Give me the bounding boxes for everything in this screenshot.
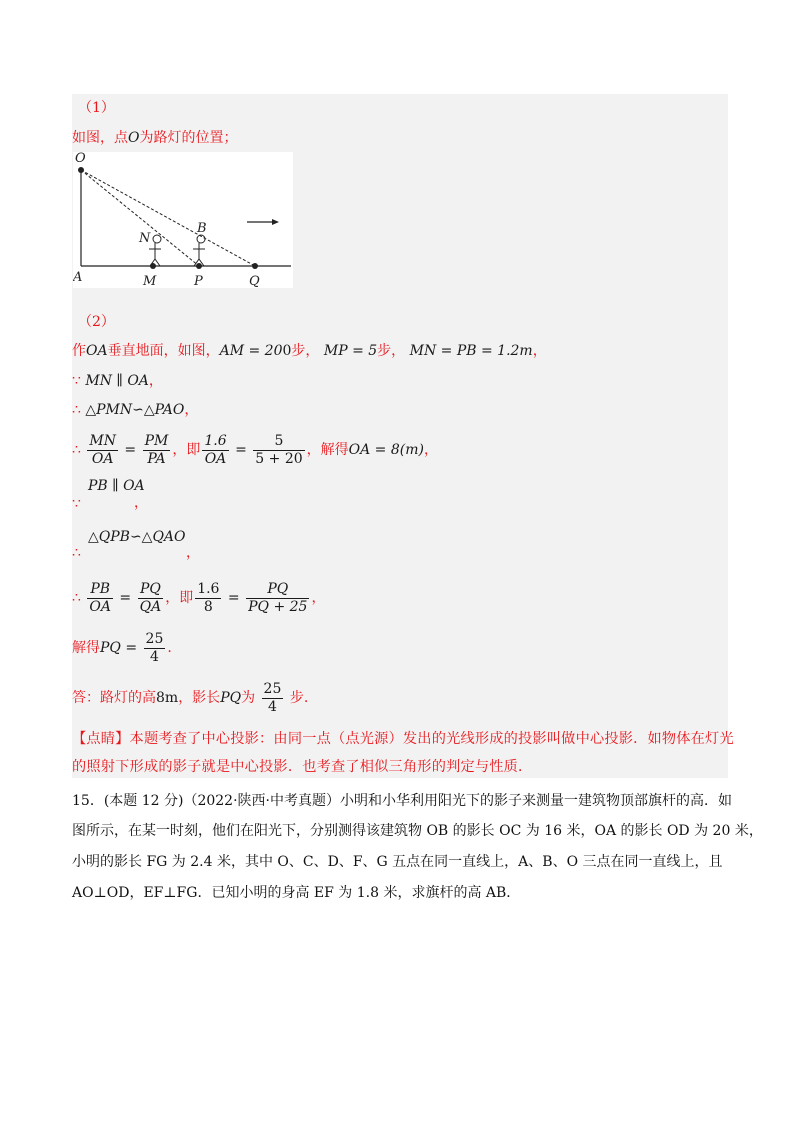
solution-line-4: ∴ $\frac{MN}{OA}$ = $\frac{PM}{PA}$ ，即 $\frac{1.6}{OA}$ = $\frac{5}{5 + 20}$ ，解得OA = 8(m)， — [72, 432, 438, 467]
label-P: P — [194, 274, 203, 288]
street-lamp-diagram — [73, 152, 293, 288]
solution-line-5-because: ∵ — [72, 496, 81, 512]
solution-line-6-comma: ， — [186, 545, 200, 561]
solution-line-3: ∴ △PMN∽△PAO， — [72, 402, 199, 418]
solution-line-5: PB ∥ OA — [88, 478, 145, 494]
answer-line: 答：路灯的高8m，影长PQ为 $\frac{25}{4}$ 步. — [72, 680, 309, 715]
solution-line-6-therefore: ∴ — [72, 545, 81, 561]
problem-15-line-3: 小明的影长 FG 为 2.4 米，其中 O、C、D、F、G 五点在同一直线上，A、B、O 三点在同一直线上，且 — [72, 854, 723, 870]
label-M: M — [143, 274, 157, 288]
street-lamp-figure — [73, 152, 293, 288]
solution-line-2: ∵ MN ∥ OA， — [72, 373, 163, 389]
problem-15-line-1: 15．(本题 12 分)（2022·陕西·中考真题）小明和小华利用阳光下的影子来测量一建筑物顶部旗杆的高．如 — [72, 793, 732, 809]
part1-line: 如图，点O为路灯的位置； — [72, 130, 238, 146]
problem-15-line-4: AO⊥OD，EF⊥FG．已知小明的身高 EF 为 1.8 米，求旗杆的高 AB． — [72, 885, 521, 901]
part2-label: （2） — [78, 314, 115, 330]
comment-line-1: 【点睛】本题考查了中心投影：由同一点（点光源）发出的光线形成的投影叫做中心投影．如物体在灯光 — [72, 731, 734, 747]
problem-15-line-2: 图所示，在某一时刻，他们在阳光下，分别测得该建筑物 OB 的影长 OC 为 16 米，OA 的影长 OD 为 20 米， — [72, 823, 763, 839]
solution-line-6: △QPB∽△QAO — [88, 529, 186, 545]
solution-line-5-comma: ， — [134, 495, 148, 511]
label-B: B — [197, 221, 207, 236]
solution-line-1: 作OA垂直地面，如图，AM = 200步， MP = 5步， MN = PB = 1.2m， — [72, 343, 547, 359]
label-Q: Q — [249, 274, 260, 288]
part1-label: （1） — [78, 100, 115, 116]
solution-line-8: 解得PQ = $\frac{25}{4}$ . — [72, 630, 172, 665]
comment-line-2: 的照射下形成的影子就是中心投影．也考查了相似三角形的判定与性质． — [72, 759, 533, 775]
label-N: N — [139, 231, 151, 246]
label-O: O — [75, 152, 86, 166]
solution-line-7: ∴ $\frac{PB}{OA}$ = $\frac{PQ}{QA}$ ，即 $\frac{1.6}{8}$ = $\frac{PQ}{PQ + 25}$ ， — [72, 580, 326, 615]
label-A: A — [73, 270, 83, 285]
